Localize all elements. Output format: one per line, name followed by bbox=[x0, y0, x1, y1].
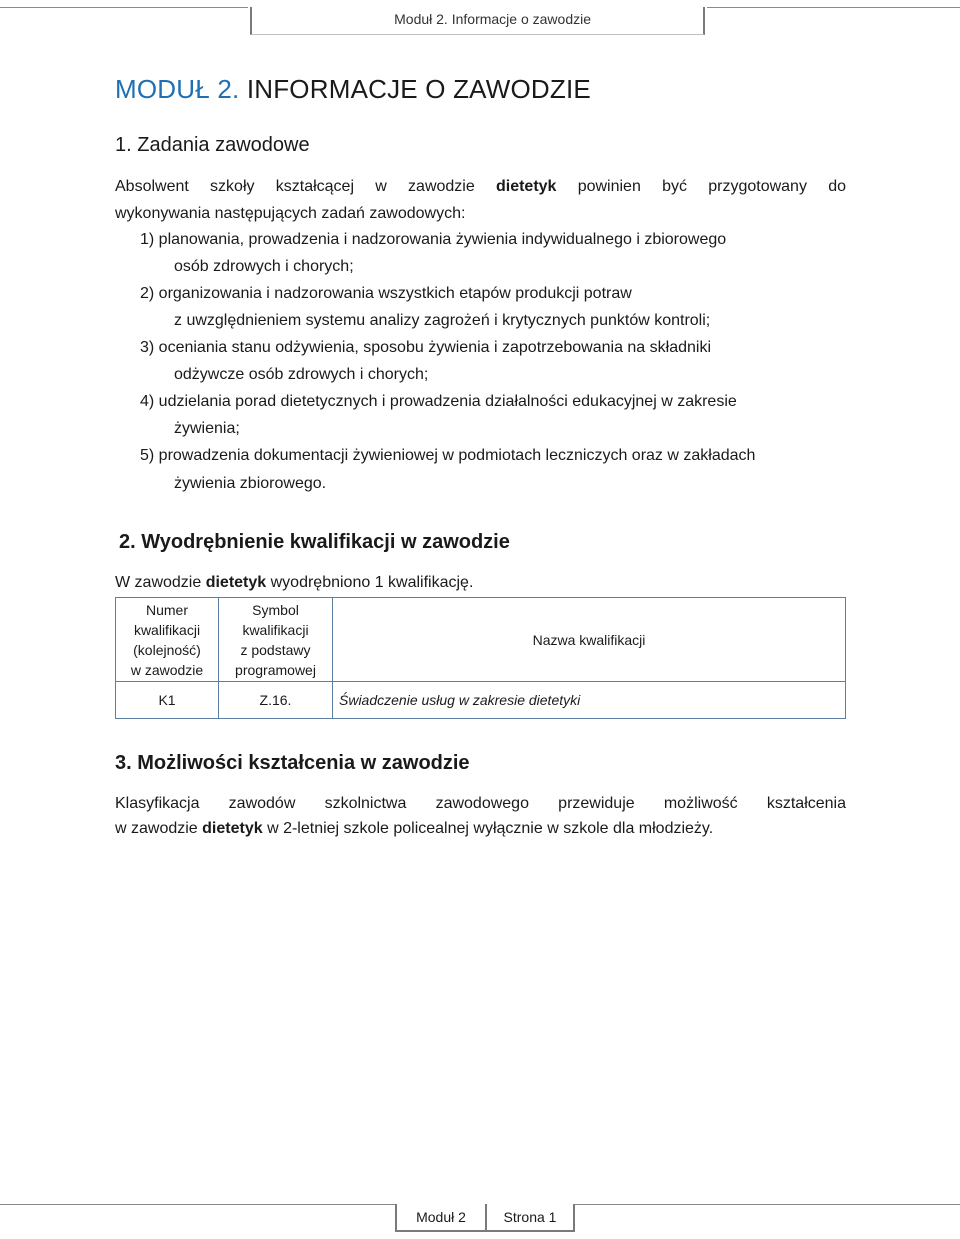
header-qualification-name bbox=[333, 598, 846, 682]
cell-number: K1 bbox=[116, 682, 219, 719]
header-line: programowej bbox=[235, 661, 316, 678]
section-1-intro-line2: wykonywania następujących zadań zawodowych: bbox=[115, 205, 466, 222]
footer-module: Moduł 2 bbox=[397, 1204, 487, 1230]
header-line: (kolejność) bbox=[133, 641, 201, 658]
section-2-heading: 2. Wyodrębnienie kwalifikacji w zawodzie bbox=[119, 531, 510, 553]
task-item-4: 4) udzielania porad dietetycznych i prowadzenia działalności edukacyjnej w zakresie bbox=[140, 393, 737, 410]
footer-rule-left bbox=[0, 1204, 395, 1205]
header-line: w zawodzie bbox=[130, 661, 204, 678]
running-header bbox=[250, 7, 705, 35]
section-3-line2 bbox=[115, 815, 846, 842]
task-item-2-cont: z uwzględnieniem systemu analizy zagrożeń i krytycznych punktów kontroli; bbox=[174, 312, 711, 329]
header-rule-right bbox=[707, 7, 960, 8]
section-3-line1: Klasyfikacja zawodów szkolnictwa zawodowego przewiduje możliwość kształcenia bbox=[115, 795, 846, 812]
intro-text-end: powinien być przygotowany do bbox=[556, 178, 846, 195]
section-3-text: w zawodzie bbox=[115, 820, 203, 837]
header-line: z podstawy bbox=[240, 641, 311, 658]
footer-rule-right bbox=[575, 1204, 960, 1205]
task-item-3-cont: odżywcze osób zdrowych i chorych; bbox=[174, 366, 429, 383]
section-2-intro bbox=[115, 569, 846, 596]
footer-page-number: Strona 1 bbox=[503, 1209, 557, 1225]
task-item-5: 5) prowadzenia dokumentacji żywieniowej w podmiotach leczniczych oraz w zakładach bbox=[140, 447, 756, 464]
task-item-2: 2) organizowania i nadzorowania wszystkich etapów produkcji potraw bbox=[140, 285, 632, 302]
section-2-profession: dietetyk bbox=[205, 574, 267, 591]
section-3-profession: dietetyk bbox=[202, 820, 263, 837]
header-rule-left bbox=[0, 7, 248, 8]
section-1-heading: 1. Zadania zawodowe bbox=[115, 134, 310, 156]
header-line: Numer bbox=[145, 601, 188, 618]
section-2-intro-end: wyodrębniono 1 kwalifikację. bbox=[266, 574, 474, 591]
page-title bbox=[115, 74, 591, 105]
task-item-3: 3) oceniania stanu odżywienia, sposobu żywienia i zapotrzebowania na składniki bbox=[140, 339, 712, 356]
header-line: Symbol bbox=[252, 601, 299, 618]
running-header-text: Moduł 2. Informacje o zawodzie bbox=[394, 11, 591, 27]
page-footer bbox=[395, 1204, 575, 1232]
qualifications-table bbox=[115, 597, 846, 719]
page-title-prefix: MODUŁ 2. bbox=[115, 74, 240, 104]
section-2-intro-text: W zawodzie bbox=[115, 574, 206, 591]
task-item-5-cont: żywienia zbiorowego. bbox=[174, 475, 327, 492]
header-line: Nazwa kwalifikacji bbox=[532, 631, 646, 648]
header-line: kwalifikacji bbox=[133, 621, 201, 638]
header-qualification-number bbox=[116, 598, 219, 682]
intro-text: Absolwent szkoły kształcącej w zawodzie bbox=[115, 178, 496, 195]
cell-symbol: Z.16. bbox=[219, 682, 333, 719]
intro-profession: dietetyk bbox=[495, 178, 557, 195]
cell-name: Świadczenie usług w zakresie dietetyki bbox=[333, 682, 846, 719]
section-1-intro bbox=[115, 173, 846, 200]
header-line: kwalifikacji bbox=[242, 621, 309, 638]
table-header-row bbox=[116, 598, 846, 682]
table-row bbox=[116, 682, 846, 719]
task-item-1-cont: osób zdrowych i chorych; bbox=[174, 258, 354, 275]
section-3-heading: 3. Możliwości kształcenia w zawodzie bbox=[115, 752, 470, 774]
task-item-1: 1) planowania, prowadzenia i nadzorowania żywienia indywidualnego i zbiorowego bbox=[140, 231, 727, 248]
header-qualification-symbol bbox=[219, 598, 333, 682]
section-3-text-end: w 2-letniej szkole policealnej wyłącznie w szkole dla młodzieży. bbox=[262, 820, 714, 837]
page-title-rest: INFORMACJE O ZAWODZIE bbox=[239, 74, 591, 104]
task-item-4-cont: żywienia; bbox=[174, 420, 240, 437]
